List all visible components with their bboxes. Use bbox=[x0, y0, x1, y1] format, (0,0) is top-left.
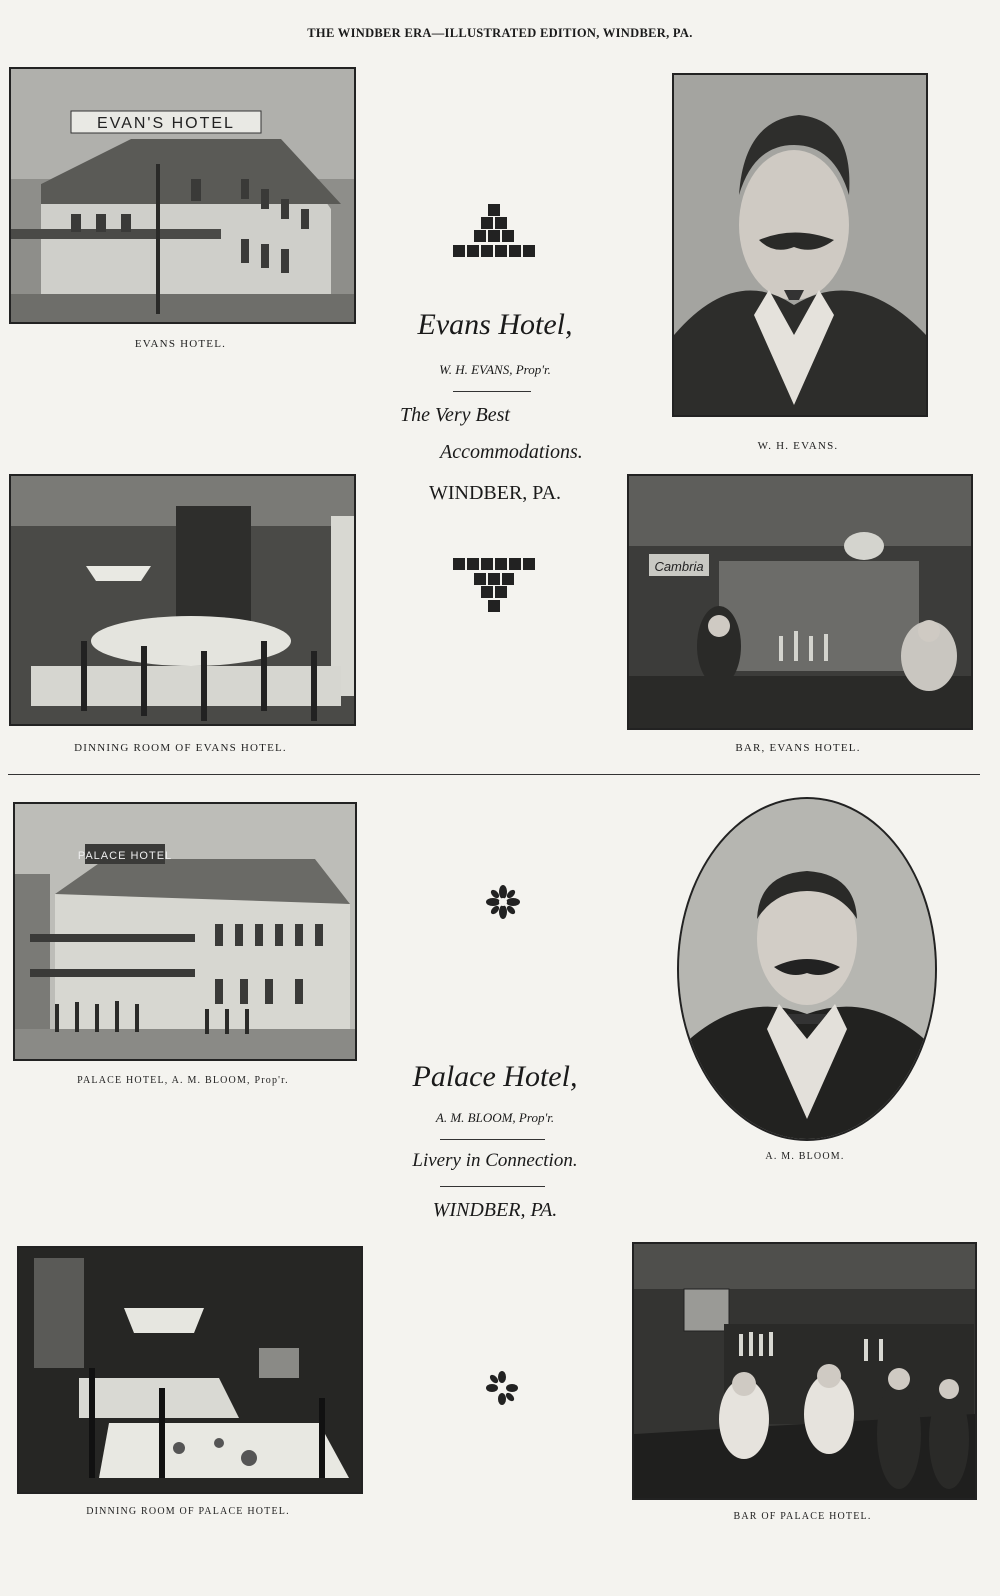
floral-ornament-bottom-icon bbox=[485, 1370, 519, 1406]
palace-rule-divider-2 bbox=[440, 1186, 545, 1187]
evans-town-line: WINDBER, PA. bbox=[428, 482, 562, 504]
w-h-evans-caption: W. H. EVANS. bbox=[757, 440, 839, 452]
diamond-ornament-bottom-icon bbox=[450, 556, 540, 616]
evans-bar-caption: BAR, EVANS HOTEL. bbox=[735, 742, 861, 754]
palace-hotel-exterior-photo bbox=[13, 802, 357, 1061]
a-m-bloom-silhouette bbox=[679, 799, 935, 1139]
palace-hotel-sign-text: PALACE HOTEL bbox=[77, 850, 173, 862]
palace-rule-divider-1 bbox=[440, 1139, 545, 1140]
palace-hotel-building-drawing bbox=[15, 804, 355, 1059]
diamond-ornament-top-icon bbox=[450, 202, 540, 262]
evans-hotel-title: Evans Hotel, bbox=[417, 308, 573, 341]
a-m-bloom-caption: A. M. BLOOM. bbox=[765, 1151, 845, 1162]
evans-dining-room-photo bbox=[9, 474, 356, 726]
page-header: THE WINDBER ERA—ILLUSTRATED EDITION, WINDBER, PA. bbox=[307, 26, 693, 40]
w-h-evans-silhouette bbox=[674, 75, 926, 415]
palace-hotel-title: Palace Hotel, bbox=[412, 1060, 578, 1093]
evans-exterior-caption: EVANS HOTEL. bbox=[134, 338, 227, 350]
evans-dining-caption: DINNING ROOM OF EVANS HOTEL. bbox=[74, 742, 287, 754]
palace-exterior-caption: PALACE HOTEL, A. M. BLOOM, Prop'r. bbox=[77, 1075, 289, 1086]
palace-proprietor-line: A. M. BLOOM, Prop'r. bbox=[435, 1110, 555, 1125]
palace-slogan-line: Livery in Connection. bbox=[412, 1150, 578, 1171]
floral-ornament-top-icon bbox=[485, 884, 521, 920]
evans-hotel-sign-text: EVAN'S HOTEL bbox=[97, 115, 235, 132]
palace-dining-caption: DINNING ROOM OF PALACE HOTEL. bbox=[86, 1506, 290, 1517]
evans-rule-divider bbox=[453, 391, 531, 392]
evans-hotel-exterior-photo bbox=[9, 67, 356, 324]
palace-dining-room-photo bbox=[17, 1246, 363, 1494]
a-m-bloom-portrait bbox=[677, 797, 937, 1141]
palace-bar-photo bbox=[632, 1242, 977, 1500]
section-divider bbox=[8, 774, 980, 775]
palace-dining-room-drawing bbox=[19, 1248, 361, 1492]
evans-bar-sign-text: Cambria bbox=[654, 559, 704, 574]
w-h-evans-portrait bbox=[672, 73, 928, 417]
evans-slogan-line1: The Very Best bbox=[400, 404, 510, 426]
palace-town-line: WINDBER, PA. bbox=[432, 1199, 558, 1221]
evans-proprietor-line: W. H. EVANS, Prop'r. bbox=[439, 362, 551, 377]
palace-bar-caption: BAR OF PALACE HOTEL. bbox=[733, 1511, 872, 1522]
evans-hotel-building-drawing bbox=[11, 69, 354, 322]
evans-dining-room-drawing bbox=[11, 476, 354, 724]
evans-slogan-line2: Accommodations. bbox=[440, 441, 583, 463]
evans-bar-photo bbox=[627, 474, 973, 730]
evans-bar-drawing bbox=[629, 476, 971, 728]
palace-bar-drawing bbox=[634, 1244, 975, 1498]
